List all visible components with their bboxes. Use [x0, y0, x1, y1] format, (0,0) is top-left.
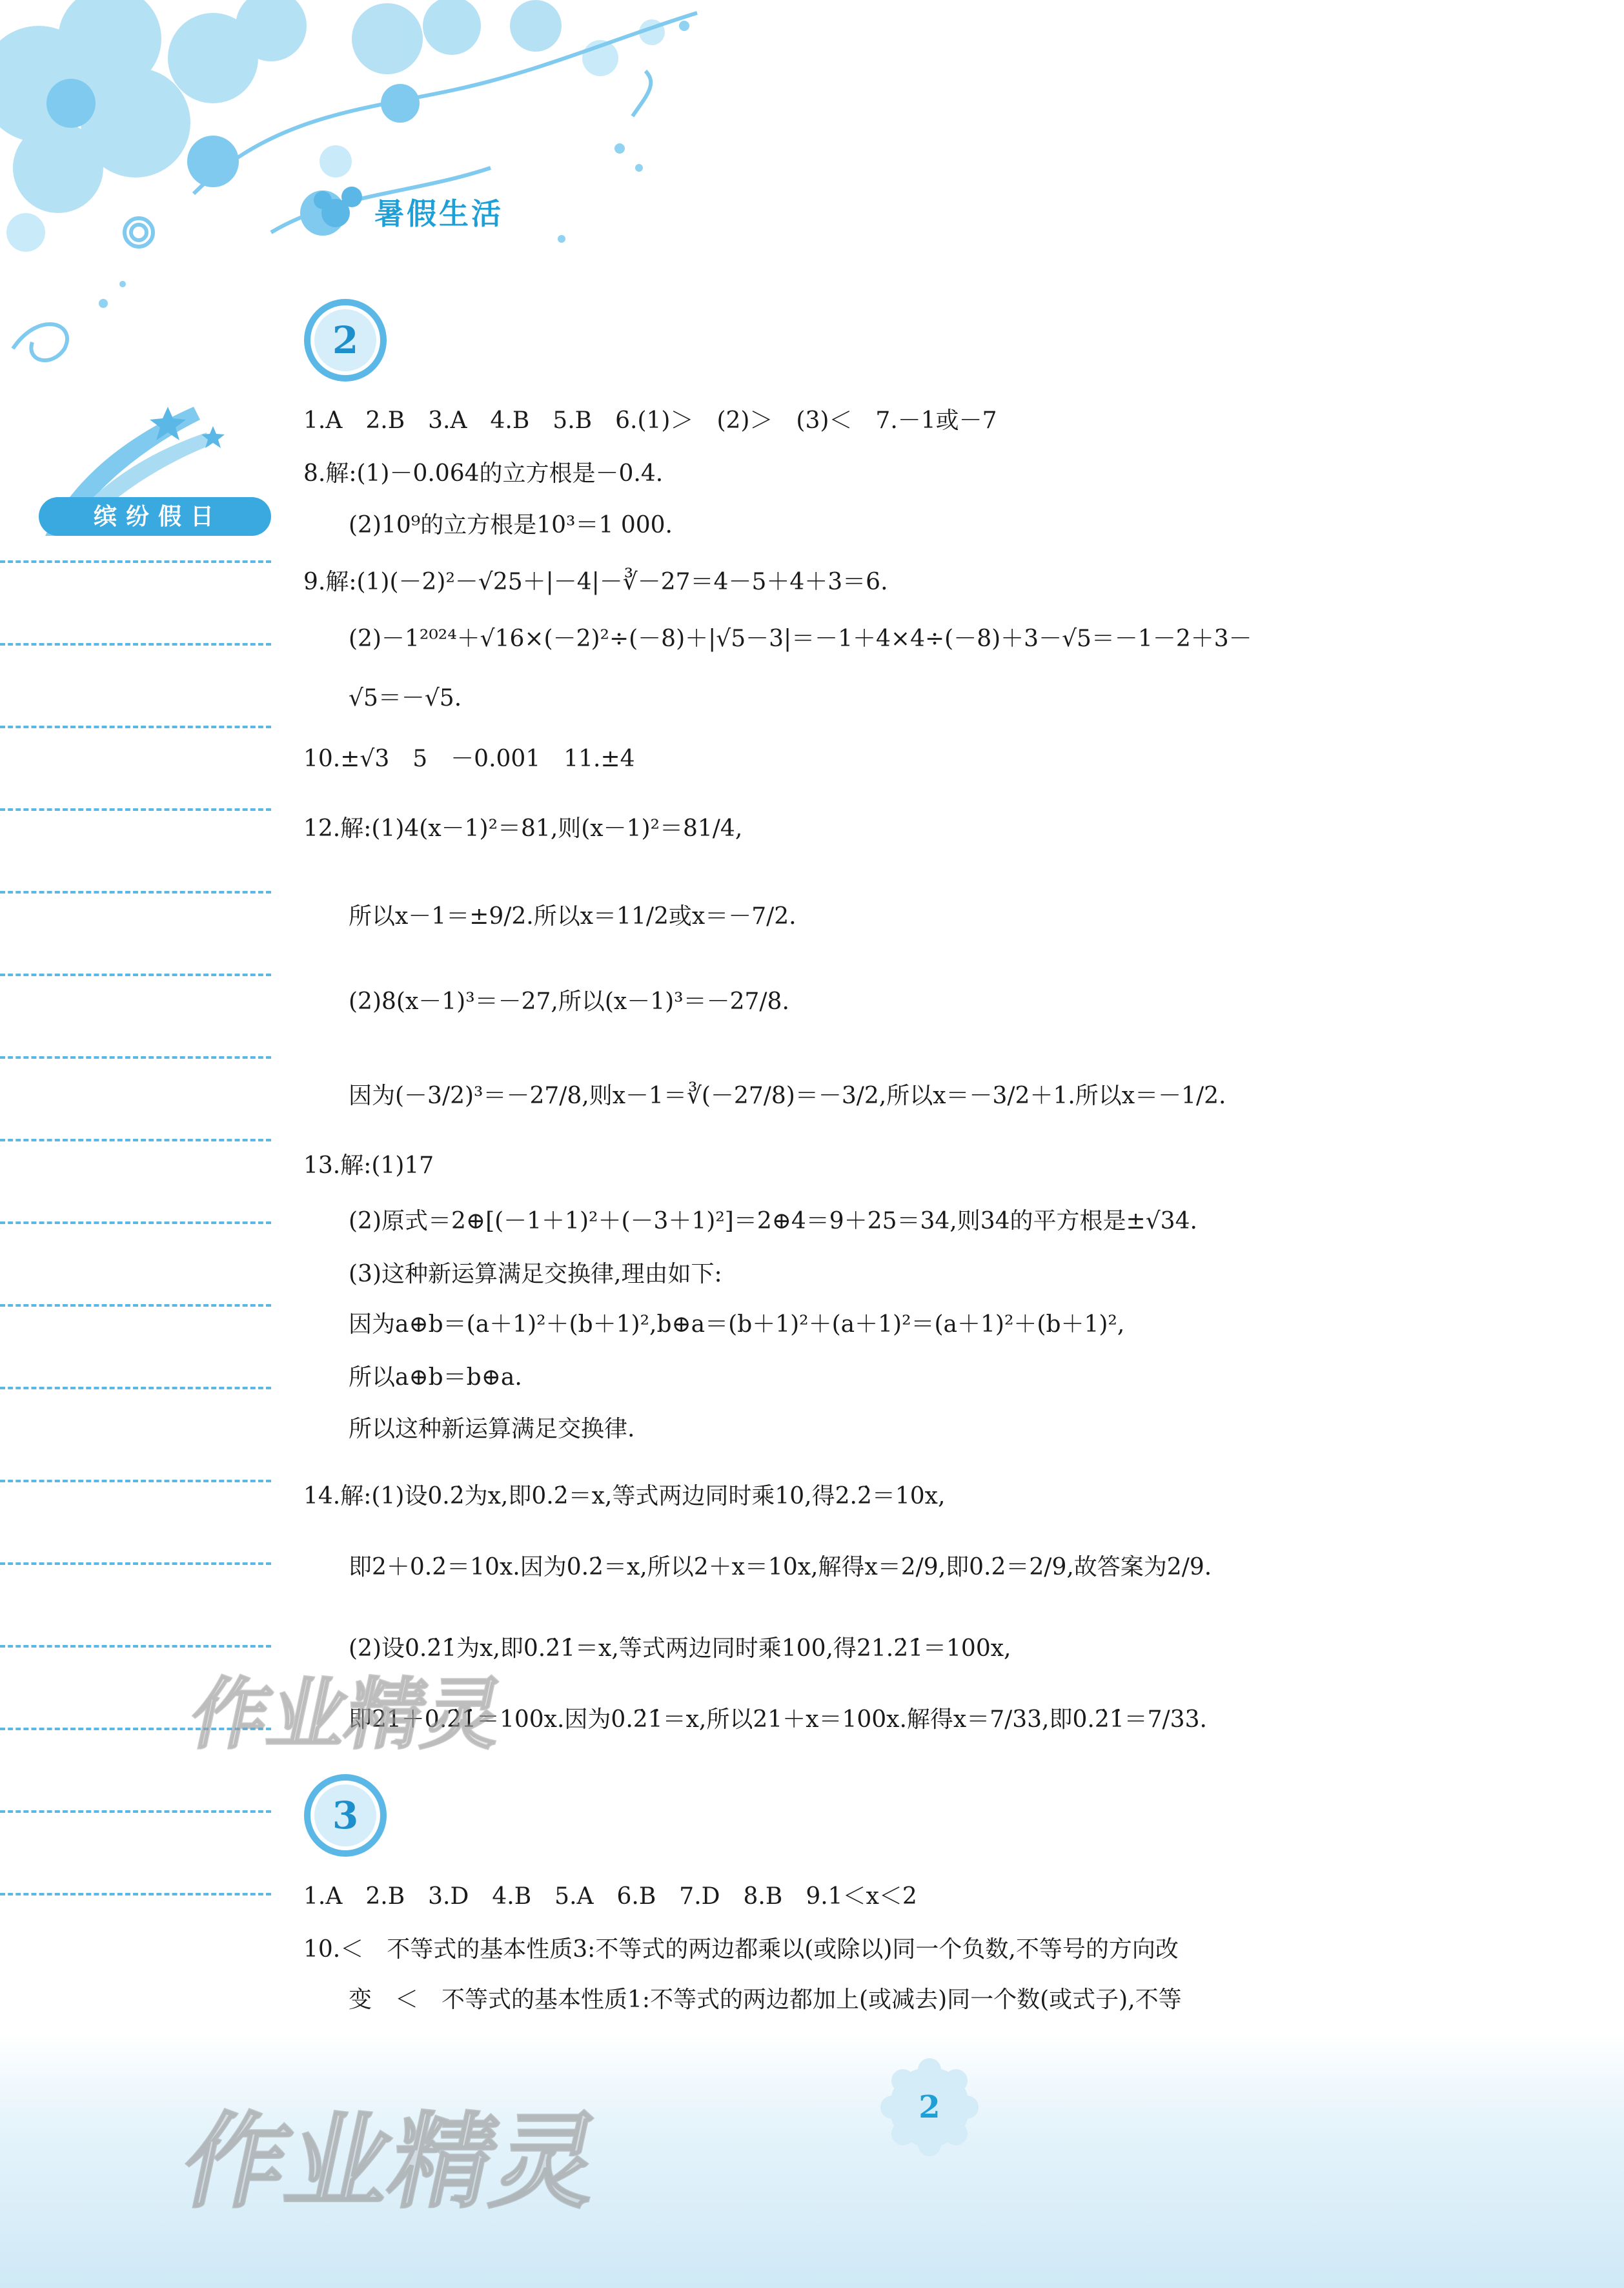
margin-line: [0, 1893, 271, 1895]
answer-line: (2)－1²⁰²⁴＋√16×(－2)²÷(－8)＋|√5－3|＝－1＋4×4÷(－8)＋3－√5＝－1－2＋3－: [349, 626, 1252, 652]
margin-line: [0, 974, 271, 976]
margin-line: [0, 1387, 271, 1389]
margin-line: [0, 1056, 271, 1059]
answer-line: 所以x－1＝±9/2.所以x＝11/2或x＝－7/2.: [349, 903, 797, 930]
answer-line: 14.解:(1)设0.2̇为x,即0.2̇＝x,等式两边同时乘10,得2.2̇＝10x,: [303, 1483, 946, 1509]
page-number-badge: [878, 2056, 981, 2159]
answer-line: √5＝－√5.: [349, 685, 462, 711]
answer-line: (2)原式＝2⊕[(－1＋1)²＋(－3＋1)²]＝2⊕4＝9＋25＝34,则34的平方根是±√34.: [349, 1208, 1197, 1234]
margin-line: [0, 1221, 271, 1224]
answer-line: 8.解:(1)－0.064的立方根是－0.4.: [303, 460, 664, 487]
answer-line: (3)这种新运算满足交换律,理由如下:: [349, 1261, 722, 1287]
answer-line: 因为a⊕b＝(a＋1)²＋(b＋1)²,b⊕a＝(b＋1)²＋(a＋1)²＝(a＋1)²＋(b＋1)²,: [349, 1311, 1125, 1338]
answer-line: 1.A 2.B 3.D 4.B 5.A 6.B 7.D 8.B 9.1＜x＜2: [303, 1883, 917, 1910]
section-badge: [302, 297, 389, 383]
section-number: 3: [332, 1793, 359, 1837]
header-title: 暑假生活: [374, 196, 503, 231]
answer-line: 9.解:(1)(－2)²－√25＋|－4|－∛－27＝4－5＋4＋3＝6.: [303, 569, 888, 595]
margin-line: [0, 891, 271, 894]
answer-line: 10.＜ 不等式的基本性质3:不等式的两边都乘以(或除以)同一个负数,不等号的方向改: [303, 1936, 1179, 1963]
margin-line: [0, 643, 271, 646]
section-badge: [302, 1772, 389, 1859]
margin-line: [0, 1810, 271, 1813]
answer-line: (2)设0.2̇1̇为x,即0.2̇1̇＝x,等式两边同时乘100,得21.2̇1̇＝100x,: [349, 1635, 1011, 1662]
margin-line: [0, 560, 271, 563]
margin-line: [0, 1562, 271, 1565]
banner-label: 缤纷假日: [94, 504, 223, 530]
answer-line: 10.±√3 5 －0.001 11.±4: [303, 746, 635, 772]
answer-line: 1.A 2.B 3.A 4.B 5.B 6.(1)＞ (2)＞ (3)＜ 7.－1或－7: [303, 407, 997, 434]
margin-line: [0, 726, 271, 728]
margin-line: [0, 1480, 271, 1482]
watermark-logo: 作业精灵: [182, 1670, 512, 1760]
answer-line: 因为(－3/2)³＝－27/8,则x－1＝∛(－27/8)＝－3/2,所以x＝－3/2＋1.所以x＝－1/2.: [349, 1083, 1226, 1109]
answer-line: 即21＋0.2̇1̇＝100x.因为0.2̇1̇＝x,所以21＋x＝100x.解得x＝7/33,即0.2̇1̇＝7/33.: [349, 1706, 1207, 1733]
answer-line: (2)10⁹的立方根是10³＝1 000.: [349, 512, 673, 538]
section-number: 2: [332, 318, 359, 362]
margin-line: [0, 1645, 271, 1648]
page-number: 2: [919, 2089, 940, 2125]
answer-line: (2)8(x－1)³＝－27,所以(x－1)³＝－27/8.: [349, 988, 789, 1015]
margin-line: [0, 808, 271, 811]
margin-line: [0, 1304, 271, 1307]
margin-line: [0, 1139, 271, 1141]
answer-line: 13.解:(1)17: [303, 1152, 434, 1179]
answer-line: 所以a⊕b＝b⊕a.: [349, 1364, 522, 1391]
answer-line: 12.解:(1)4(x－1)²＝81,则(x－1)²＝81/4,: [303, 815, 743, 842]
answer-line: 所以这种新运算满足交换律.: [349, 1416, 635, 1442]
watermark-logo: 作业精灵: [172, 2101, 612, 2222]
answer-line: 即2＋0.2̇＝10x.因为0.2̇＝x,所以2＋x＝10x,解得x＝2/9,即0.2̇＝2/9,故答案为2/9.: [349, 1554, 1212, 1580]
answer-line: 变 ＜ 不等式的基本性质1:不等式的两边都加上(或减去)同一个数(或式子),不等: [349, 1987, 1182, 2013]
